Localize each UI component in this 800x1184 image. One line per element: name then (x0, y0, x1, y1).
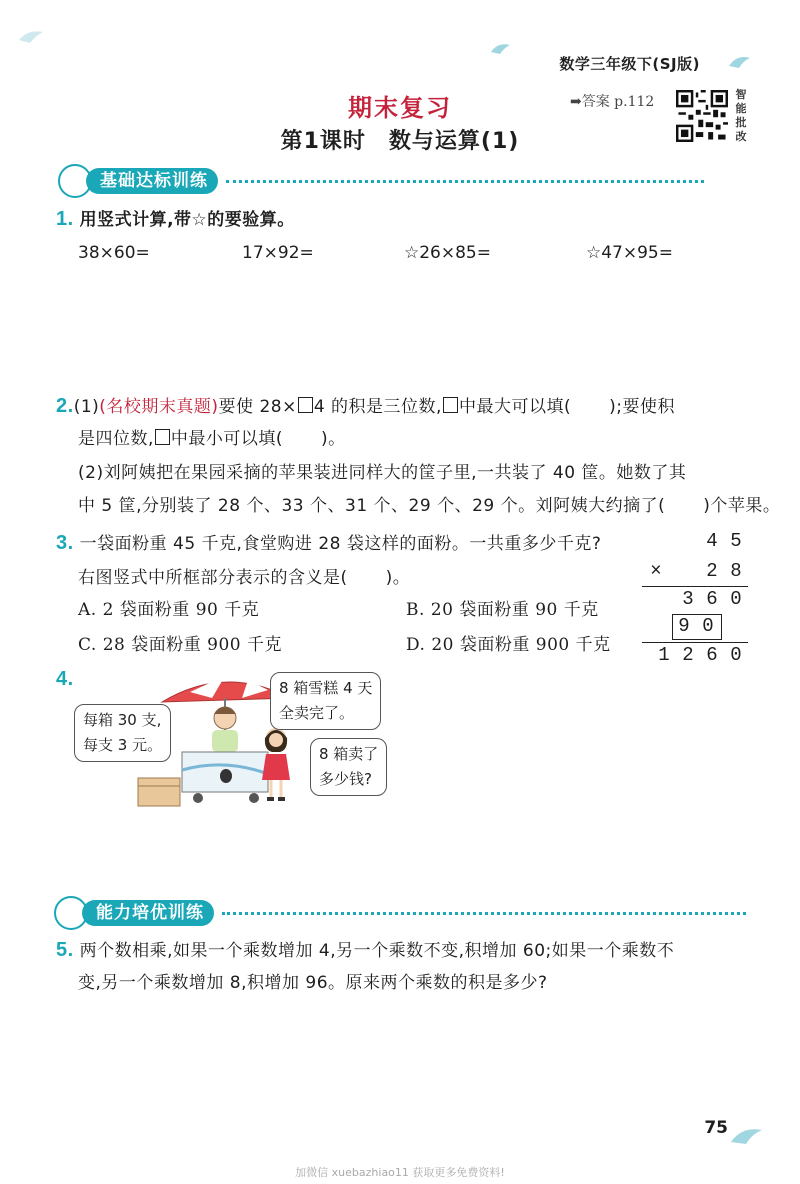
question-3-line1: 3. 一袋面粉重 45 千克,食堂购进 28 袋这样的面粉。一共重多少千克? (56, 532, 602, 554)
answer-reference[interactable]: ➡答案 p.112 (570, 94, 655, 110)
option-b[interactable]: B. 20 袋面粉重 90 千克 (406, 600, 599, 620)
blank-box[interactable] (155, 429, 170, 445)
dolphin-icon (490, 40, 512, 56)
lesson-title: 第1课时 数与运算(1) (280, 129, 520, 154)
question-5-line1: 5. 两个数相乘,如果一个乘数增加 4,另一个乘数不变,积增加 60;如果一个乘数不 (56, 939, 675, 961)
calc-item: 17×92= (242, 243, 314, 263)
question-2-line2: 是四位数, 中最小可以填( )。 (78, 429, 346, 449)
question-2-line1: 2.(1)(名校期末真题)要使 28× 4 的积是三位数, 中最大可以填( );要使积 (56, 395, 675, 417)
divider (222, 912, 746, 915)
question-3-line2: 右图竖式中所框部分表示的含义是( )。 (78, 568, 411, 588)
calc-item: ☆47×95= (586, 243, 673, 263)
blank-box[interactable] (443, 397, 458, 413)
section-title: 基础达标训练 (86, 168, 218, 194)
question-number: 3. (56, 532, 74, 554)
girl-illustration (258, 724, 294, 804)
question-2-line4: 中 5 筐,分别装了 28 个、33 个、31 个、29 个、29 个。刘阿姨大约摘了( )个苹果。 (78, 496, 781, 516)
book-title: 数学三年级下(SJ版) (559, 55, 700, 73)
calc-item: ☆26×85= (404, 243, 491, 263)
speech-bubble-sales: 8 箱雪糕 4 天 全卖完了。 (270, 672, 381, 730)
section-title: 能力培优训练 (82, 900, 214, 926)
option-a[interactable]: A. 2 袋面粉重 90 千克 (78, 600, 260, 620)
speech-bubble-question: 8 箱卖了 多少钱? (310, 738, 387, 796)
vertical-multiplication: 4 5 × 2 8 3 6 0 9 0 1 2 6 0 (640, 530, 750, 670)
question-number: 1. (56, 208, 74, 230)
option-c[interactable]: C. 28 袋面粉重 900 千克 (78, 635, 282, 655)
question-text: 用竖式计算,带☆的要验算。 (79, 210, 295, 230)
page-number: 75 (704, 1118, 728, 1138)
question-5-line2: 变,另一个乘数增加 8,积增加 96。原来两个乘数的积是多少? (78, 973, 548, 993)
smart-grading-label: 智 能 批 改 (735, 88, 747, 143)
dolphin-icon (728, 52, 752, 70)
section-banner-advanced (60, 900, 746, 928)
speech-bubble-price: 每箱 30 支, 每支 3 元。 (74, 704, 171, 762)
question-number: 2. (56, 395, 74, 417)
divider (226, 180, 704, 183)
source-tag: (名校期末真题) (99, 397, 219, 417)
dolphin-icon (18, 28, 44, 44)
calc-item: 38×60= (78, 243, 150, 263)
question-4 (56, 664, 74, 695)
dolphin-icon (730, 1124, 764, 1146)
option-d[interactable]: D. 20 袋面粉重 900 千克 (406, 635, 611, 655)
question-number: 4. (56, 668, 74, 690)
blank-box[interactable] (298, 397, 313, 413)
footer-note: 加微信 xuebazhiao11 获取更多免费资料! (295, 1166, 505, 1179)
question-2-line3: (2)刘阿姨把在果园采摘的苹果装进同样大的筐子里,一共装了 40 筐。她数了其 (78, 463, 687, 483)
question-number: 5. (56, 939, 74, 961)
qr-code-icon[interactable] (676, 90, 728, 142)
question-1 (56, 204, 295, 235)
chapter-title: 期末复习 (348, 94, 452, 122)
section-banner-basic (64, 168, 704, 196)
